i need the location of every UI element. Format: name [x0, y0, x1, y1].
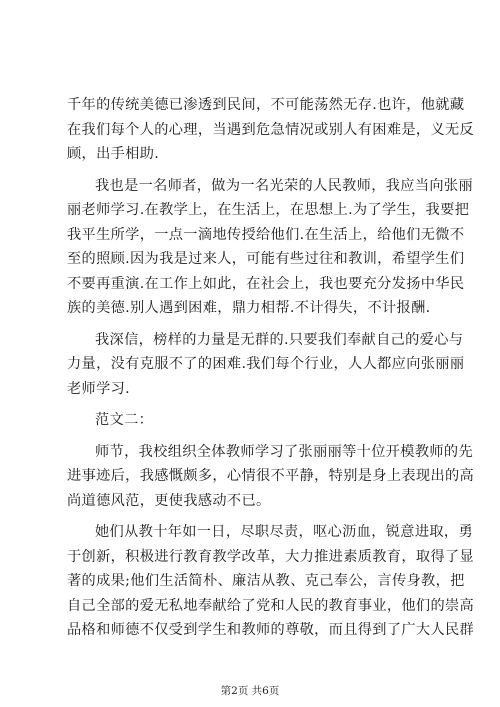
text-line: 师节，我校组织全体教师学习了张丽丽等十位开模教师的先: [95, 443, 473, 460]
text-line: 品格和师德不仅受到学生和教师的尊敬，而且得到了广大人民群: [67, 622, 475, 638]
text-line: 力量，没有克服不了的困难.我们每个行业，人人都应向张丽丽: [67, 356, 465, 372]
text-line: 于创新，积极进行教育教学改革，大力推进素质教育，取得了显: [67, 548, 475, 565]
text-line: 丽老师学习.在教学上，在生活上，在思想上.为了学生，我要把: [67, 202, 470, 218]
text-line: 千年的传统美德已渗透到民间，不可能荡然无存.也许，他就藏: [67, 97, 465, 113]
paragraph-6: [67, 520, 475, 643]
paragraph-5: [67, 440, 475, 514]
text-line: 自己全部的爱无私地奉献给了党和人民的教育事业，他们的崇高: [67, 597, 475, 614]
text-line: 尚道德风范，更使我感动不已。: [67, 492, 271, 509]
paragraph-1: [67, 93, 475, 167]
text-line: 族的美德.别人遇到困难，鼎力相帮.不计得失，不计报酬.: [67, 300, 431, 316]
text-line: 我深信，榜样的力量是无群的.只要我们奉献自己的爱心与: [95, 331, 464, 348]
document-body: [67, 93, 475, 650]
text-line: 我也是一名师者，做为一名光荣的人民教师，我应当向张丽: [95, 177, 473, 194]
text-line: 进事迹后，我感慨颇多，心情很不平静，特别是身上表现出的高: [67, 468, 475, 484]
paragraph-2: [67, 174, 473, 321]
text-line: 顾，出手相助.: [67, 146, 160, 162]
text-line: 我平生所学，一点一滴地传授给他们.在生活上，给他们无微不: [67, 226, 465, 243]
page-footer: [0, 683, 500, 698]
text-line: 不要再重演.在工作上如此，在社会上，我也要充分发扬中华民: [67, 275, 465, 292]
paragraph-3: [67, 328, 465, 402]
section-heading: [67, 408, 437, 433]
text-line: 著的成果;他们生活简朴、廉洁从教、克己奉公，言传身教，把: [67, 573, 465, 589]
text-line: 老师学习.: [67, 380, 131, 397]
heading-text: 范文二：: [95, 412, 154, 428]
text-line: 她们从教十年如一日，尽职尽责，呕心沥血，锐意进取，勇: [95, 524, 473, 540]
page-number-label: 第2页 共6页: [220, 685, 280, 697]
text-line: 在我们每个人的心理，当遇到危急情况或别人有困难是，义无反: [67, 121, 475, 138]
text-line: 至的照顾.因为我是过来人，可能有些过往和教训，希望学生们: [67, 251, 465, 267]
